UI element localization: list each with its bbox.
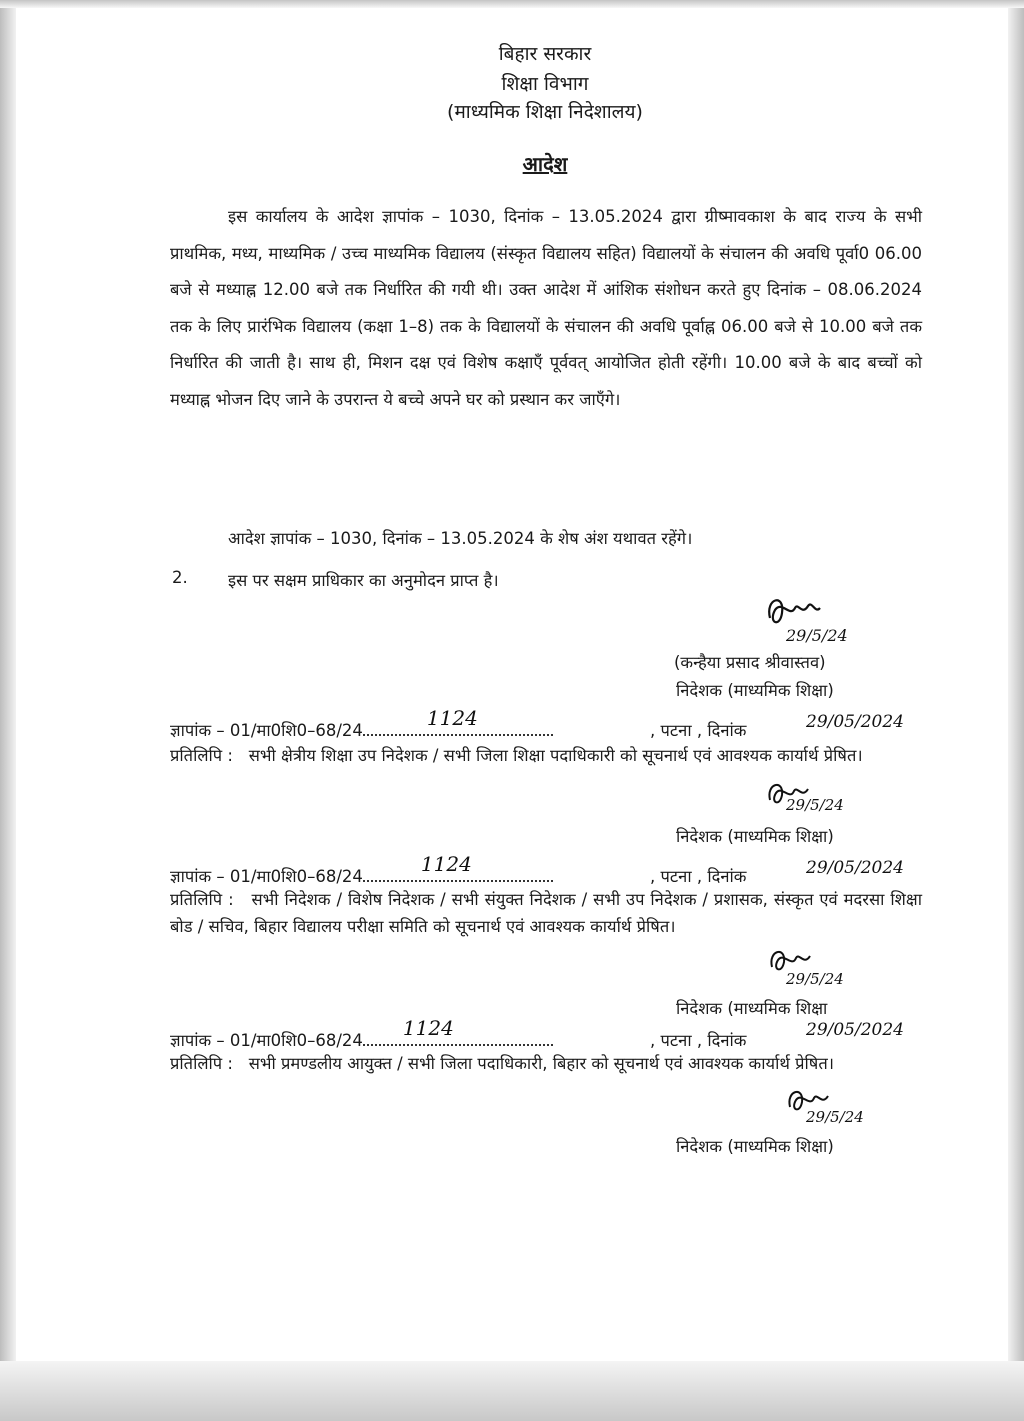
cc-label: प्रतिलिपि :	[170, 746, 233, 765]
memo-ref-1	[170, 706, 553, 741]
order-title: आदेश	[522, 152, 568, 176]
header-government: बिहार सरकार	[498, 43, 592, 65]
director-sign-date: 29/5/24	[786, 626, 848, 645]
copy3-sign-date: 29/5/24	[806, 1108, 864, 1126]
cc-block-3	[170, 1050, 922, 1077]
cc-block-2	[170, 886, 922, 940]
memo-place-date-label: , पटना , दिनांक	[650, 1031, 747, 1050]
ref-dotted-line	[363, 706, 553, 736]
copy1-designation: निदेशक (माध्यमिक शिक्षा)	[676, 827, 834, 846]
cc-block-1	[170, 742, 922, 769]
cc-label: प्रतिलिपि :	[170, 1054, 233, 1073]
director-name: (कन्हैया प्रसाद श्रीवास्तव)	[674, 653, 826, 672]
director-designation: निदेशक (माध्यमिक शिक्षा)	[676, 681, 834, 700]
approval-text: इस पर सक्षम प्राधिकार का अनुमोदन प्राप्त है।	[228, 571, 499, 590]
cc-text: सभी क्षेत्रीय शिक्षा उप निदेशक / सभी जिला शिक्षा पदाधिकारी को सूचनार्थ एवं आवश्यक कार्यार्थ प्रेषित।	[248, 746, 863, 765]
memo-ref-number: 1124	[420, 852, 472, 876]
copy2-sign-date: 29/5/24	[786, 970, 844, 988]
ref-dotted-line	[363, 1016, 553, 1046]
memo-date: 29/05/2024	[806, 712, 904, 732]
cc-label: प्रतिलिपि :	[170, 890, 234, 909]
copy3-designation: निदेशक (माध्यमिक शिक्षा)	[676, 1137, 834, 1156]
memo-place-date-label: , पटना , दिनांक	[650, 867, 747, 886]
ref-dotted-line	[363, 852, 553, 882]
memo-ref-number: 1124	[426, 706, 478, 730]
cc-text: सभी प्रमण्डलीय आयुक्त / सभी जिला पदाधिकारी, बिहार को सूचनार्थ एवं आवश्यक कार्यार्थ प्रेषित।	[248, 1054, 834, 1073]
memo-ref-prefix: ज्ञापांक – 01/मा0शि0–68/24	[170, 721, 363, 740]
memo-date: 29/05/2024	[806, 1020, 904, 1040]
memo-ref-2	[170, 852, 553, 887]
order-paragraph-2: आदेश ज्ञापांक – 1030, दिनांक – 13.05.2024 के शेष अंश यथावत रहेंगे।	[228, 529, 693, 548]
point-number: 2.	[172, 568, 188, 587]
cc-text: सभी निदेशक / विशेष निदेशक / सभी संयुक्त निदेशक / सभी उप निदेशक / प्रशासक, संस्कृत एवं मदरसा शिक्षा बोड / सचिव, बिहार विद्यालय परीक्षा समिति को सूचनार्थ एवं आवश्यक कार्यार्थ प्रेषित।	[170, 890, 922, 936]
memo-ref-prefix: ज्ञापांक – 01/मा0शि0–68/24	[170, 1031, 363, 1050]
order-paragraph-1: इस कार्यालय के आदेश ज्ञापांक – 1030, दिनांक – 13.05.2024 द्वारा ग्रीष्मावकाश के बाद राज्य के सभी प्राथमिक, मध्य, माध्यमिक / उच्च माध्यमिक विद्यालय (संस्कृत विद्यालय सहित) विद्यालयों के संचालन की अवधि पूर्वा0 06.00 बजे से मध्याह्न 12.00 बजे तक निर्धारित की गयी थी। उक्त आदेश में आंशिक संशोधन करते हुए दिनांक – 08.06.2024 तक के लिए प्रारंभिक विद्यालय (कक्षा 1–8) तक के विद्यालयों के संचालन की अवधि पूर्वाह्न 06.00 बजे से 10.00 बजे तक निर्धारित की जाती है। साथ ही, मिशन दक्ष एवं विशेष कक्षाएँ पूर्ववत् आयोजित होती रहेंगी। 10.00 बजे के बाद बच्चों को मध्याह्न भोजन दिए जाने के उपरान्त ये बच्चे अपने घर को प्रस्थान कर जाएँगे।	[170, 207, 922, 409]
memo-place-date-label: , पटना , दिनांक	[650, 721, 747, 740]
copy1-sign-date: 29/5/24	[786, 796, 844, 814]
header-department: शिक्षा विभाग	[501, 73, 589, 95]
memo-ref-number: 1124	[402, 1016, 454, 1040]
memo-date: 29/05/2024	[806, 858, 904, 878]
memo-ref-prefix: ज्ञापांक – 01/मा0शि0–68/24	[170, 867, 363, 886]
copy2-designation: निदेशक (माध्यमिक शिक्षा	[676, 999, 828, 1018]
header-directorate: (माध्यमिक शिक्षा निदेशालय)	[447, 101, 643, 123]
memo-ref-3	[170, 1016, 553, 1051]
